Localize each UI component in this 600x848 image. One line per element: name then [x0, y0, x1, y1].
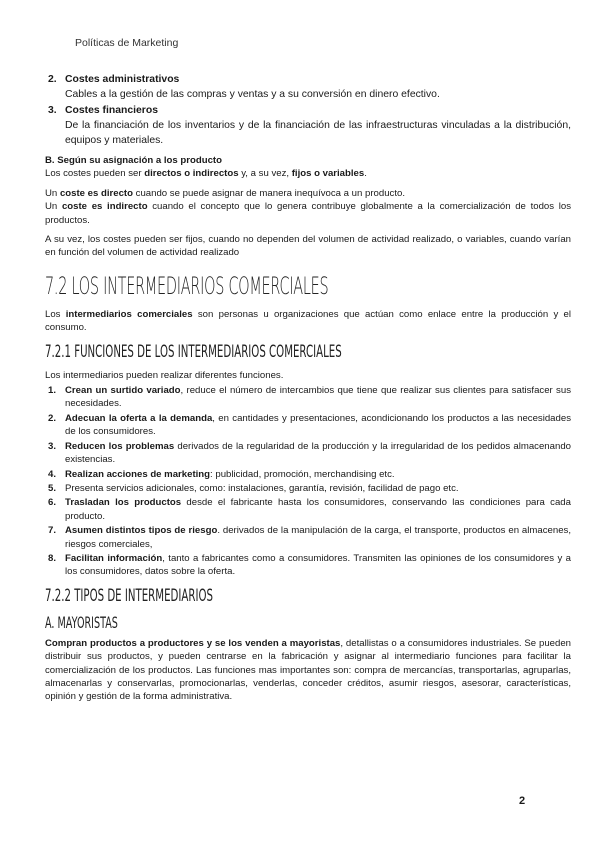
list-item	[45, 72, 571, 102]
text: , en cantidades y presentaciones, acondicionando los productos a las necesidades de los consumidores.	[65, 412, 571, 438]
bold-text: coste es indirecto	[61, 201, 148, 213]
subsection-heading-mayoristas: A. MAYORISTAS	[45, 612, 118, 632]
text: : publicidad, promoción, merchandising etc.	[210, 468, 395, 480]
page-content	[45, 72, 571, 710]
text: .	[364, 168, 367, 180]
bold-text: fijos o variables	[291, 168, 365, 180]
list-item	[45, 468, 571, 481]
item-title: Costes financieros	[65, 105, 158, 116]
list-item	[45, 552, 571, 579]
bold-text: intermediarios comerciales	[65, 308, 193, 320]
item-title: Costes administrativos	[65, 74, 180, 85]
text: . derivados de la manipulación de la carga, el transporte, productos en almacenes, riesgos comerciales,	[65, 525, 571, 550]
bold-text: Realizan acciones de marketing	[65, 468, 211, 480]
item-number: 2.	[48, 74, 57, 85]
text: Un	[45, 201, 62, 213]
list-item	[45, 412, 571, 439]
text: Los costes pueden ser	[45, 168, 145, 180]
page-number: 2	[519, 795, 526, 807]
list-item	[45, 384, 571, 411]
text: y, a su vez,	[238, 168, 292, 180]
section-heading-7-2-1: 7.2.1 FUNCIONES DE LOS INTERMEDIARIOS COMERCIALES	[45, 341, 342, 362]
list-item	[45, 103, 571, 148]
text: , tanto a fabricantes como a consumidores. Transmiten las opiniones de los consumidores y a los consumidores, datos sobre la oferta.	[65, 552, 571, 578]
text: Un	[45, 187, 60, 199]
bold-text: directos o indirectos	[144, 168, 239, 180]
bold-text: coste es directo	[59, 187, 133, 199]
costs-list	[45, 72, 571, 148]
bold-text: Adecuan la oferta a la demanda	[65, 412, 213, 424]
bold-text: Crean un surtido variado	[65, 385, 181, 397]
text: Los	[45, 308, 66, 320]
paragraph	[45, 187, 571, 227]
functions-list	[45, 384, 571, 579]
paragraph: A su vez, los costes pueden ser fijos, cuando no dependen del volumen de actividad realizado, o variables, cuando varían en función del volumen de actividad realizado	[45, 234, 571, 259]
section-heading-7-2-2: 7.2.2 TIPOS DE INTERMEDIARIOS	[45, 585, 213, 606]
text: son personas u organizaciones que actúan como enlace entre la producción y el consumo.	[45, 308, 572, 334]
text: Presenta servicios adicionales, como: instalaciones, garantía, revisión, facilidad de pago etc.	[65, 482, 459, 494]
section-b-heading: B. Según su asignación a los producto	[45, 155, 222, 166]
section-heading-7-2: 7.2 LOS INTERMEDIARIOS COMERCIALES	[45, 271, 329, 300]
paragraph: Los intermediarios pueden realizar diferentes funciones.	[45, 369, 284, 381]
item-number: 4.	[48, 468, 57, 480]
paragraph	[45, 167, 571, 180]
text: , detallistas o a consumidores industriales. Se pueden distribuir sus productos, y pueden centrarse en la fabricación y asignar al intermediario funciones para facilitar la comercialización de los productos. Las funciones mas importantes son: compra de mercancías, transportarlas, agruparlas, almacenarlas y conservarlas, promocionarlas, venderlas, conceder créditos, asumir riesgos, asesorar, características, opinión y gestión de la forma administrativa.	[45, 637, 571, 703]
item-number: 5.	[48, 482, 57, 494]
item-description: De la financiación de los inventarios y de la financiación de las infraestructuras vinculadas a la distribución, equipos y materiales.	[65, 120, 571, 146]
list-item	[45, 440, 571, 467]
text: derivados de la regularidad de la producción y la irregularidad de los pedidos almacenando existencias.	[65, 440, 571, 466]
text: cuando el concepto que lo genera contribuye globalmente a la comercialización de todos los productos.	[45, 201, 571, 226]
bold-text: Asumen distintos tipos de riesgo	[65, 525, 218, 537]
text: , reduce el número de intercambios que tiene que realizar sus clientes para satisfacer sus necesidades.	[65, 385, 571, 410]
paragraph	[45, 308, 571, 335]
text: desde el fabricante hasta los consumidores, conservando las condiciones para cada producto.	[65, 497, 571, 522]
item-number: 1.	[48, 385, 57, 397]
paragraph	[45, 637, 571, 704]
item-description: Cables a la gestión de las compras y ventas y a su conversión en dinero efectivo.	[65, 89, 440, 100]
bold-text: Reducen los problemas	[65, 440, 175, 452]
list-item	[45, 524, 571, 551]
item-number: 3.	[48, 105, 57, 116]
item-number: 8.	[48, 552, 57, 564]
bold-text: Compran productos a productores y se los venden a mayoristas	[45, 637, 341, 649]
item-number: 7.	[48, 525, 57, 537]
text: cuando se puede asignar de manera inequívoca a un producto.	[133, 187, 406, 199]
item-number: 2.	[48, 412, 57, 424]
list-item	[45, 496, 571, 523]
item-number: 3.	[48, 440, 57, 452]
bold-text: Trasladan los productos	[65, 497, 182, 509]
item-number: 6.	[48, 497, 57, 509]
running-header: Políticas de Marketing	[75, 37, 179, 49]
list-item	[45, 482, 571, 495]
bold-text: Facilitan información	[65, 552, 163, 564]
